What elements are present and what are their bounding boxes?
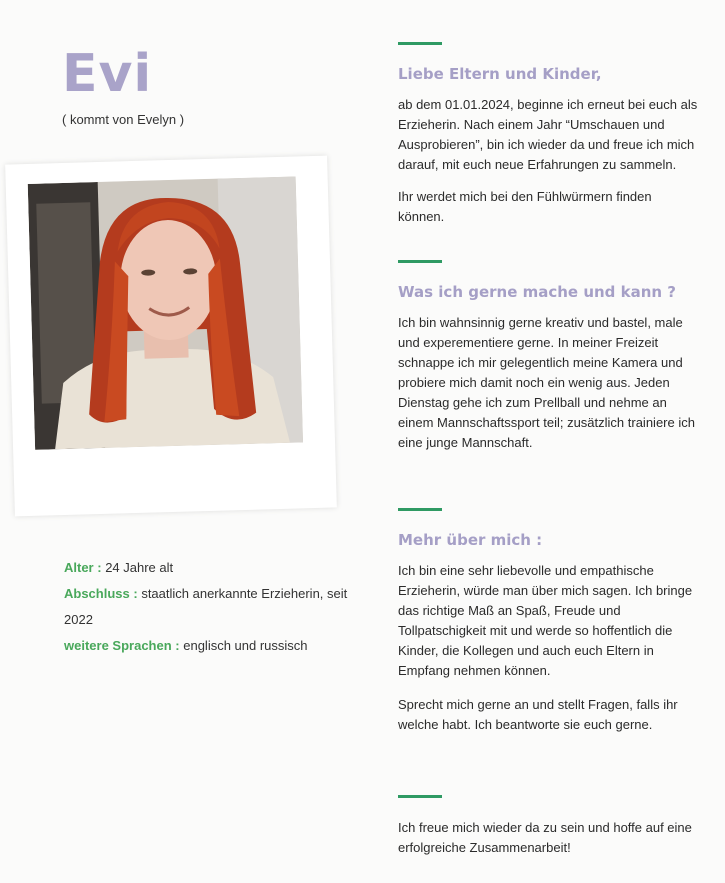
divider (398, 508, 442, 511)
fact-degree (64, 581, 364, 633)
facts-list (64, 555, 364, 659)
divider (398, 795, 442, 798)
section-heading: Mehr über mich : (398, 531, 543, 549)
section-heading: Liebe Eltern und Kinder, (398, 65, 602, 83)
fact-label: Abschluss : (64, 586, 138, 601)
fact-languages (64, 633, 364, 659)
closing-paragraph: Ich freue mich wieder da zu sein und hoffe auf eine erfolgreiche Zusammenarbeit! (398, 820, 692, 855)
polaroid-frame (5, 156, 337, 517)
divider (398, 260, 442, 263)
section-heading: Was ich gerne mache und kann ? (398, 283, 677, 301)
section-greeting (398, 42, 698, 239)
section-paragraph: ab dem 01.01.2024, beginne ich erneut bei euch als Erzieherin. Nach einem Jahr “Umschauen und Ausprobieren”, bin ich wieder da und freue ich mich darauf, mit euch neue Erfahrungen zu sammeln. (398, 97, 698, 172)
portrait-photo (28, 176, 303, 449)
section-about (398, 508, 698, 747)
section-hobbies (398, 260, 698, 465)
section-paragraph: Sprecht mich gerne an und stellt Fragen, falls ihr welche habt. Ich beantworte sie euch gerne. (398, 697, 678, 732)
fact-value: 24 Jahre alt (105, 560, 174, 575)
profile-name: Evi (62, 44, 153, 104)
fact-value: staatlich anerkannte Erzieherin, seit 2022 (64, 586, 348, 627)
fact-value: englisch und russisch (183, 638, 308, 653)
section-paragraph: Ich bin wahnsinnig gerne kreativ und bastel, male und experementiere gerne. In meiner Freizeit schnappe ich mir gelegentlich meine Kamera und probiere mich damit noch ein wenig aus. Jeden Dienstag gehe ich zum Prellball und nehme an einem Mannschaftssport teil; zusätzlich trainiere ich eine junge Mannschaft. (398, 315, 695, 450)
section-paragraph: Ich bin eine sehr liebevolle und empathische Erzieherin, würde man über mich sagen. Ich bringe das richtige Maß an Spaß, Freude und Tollpatschigkeit mit und werde so hoffentlich die Kinder, die Kollegen und auch euch Eltern in Empfang nehmen können. (398, 563, 693, 678)
fact-label: Alter : (64, 560, 102, 575)
fact-age (64, 555, 364, 581)
section-paragraph: Ihr werdet mich bei den Fühlwürmern finden können. (398, 189, 652, 224)
divider (398, 42, 442, 45)
section-closing (398, 795, 698, 870)
profile-subname: ( kommt von Evelyn ) (62, 112, 185, 127)
fact-label: weitere Sprachen : (64, 638, 180, 653)
